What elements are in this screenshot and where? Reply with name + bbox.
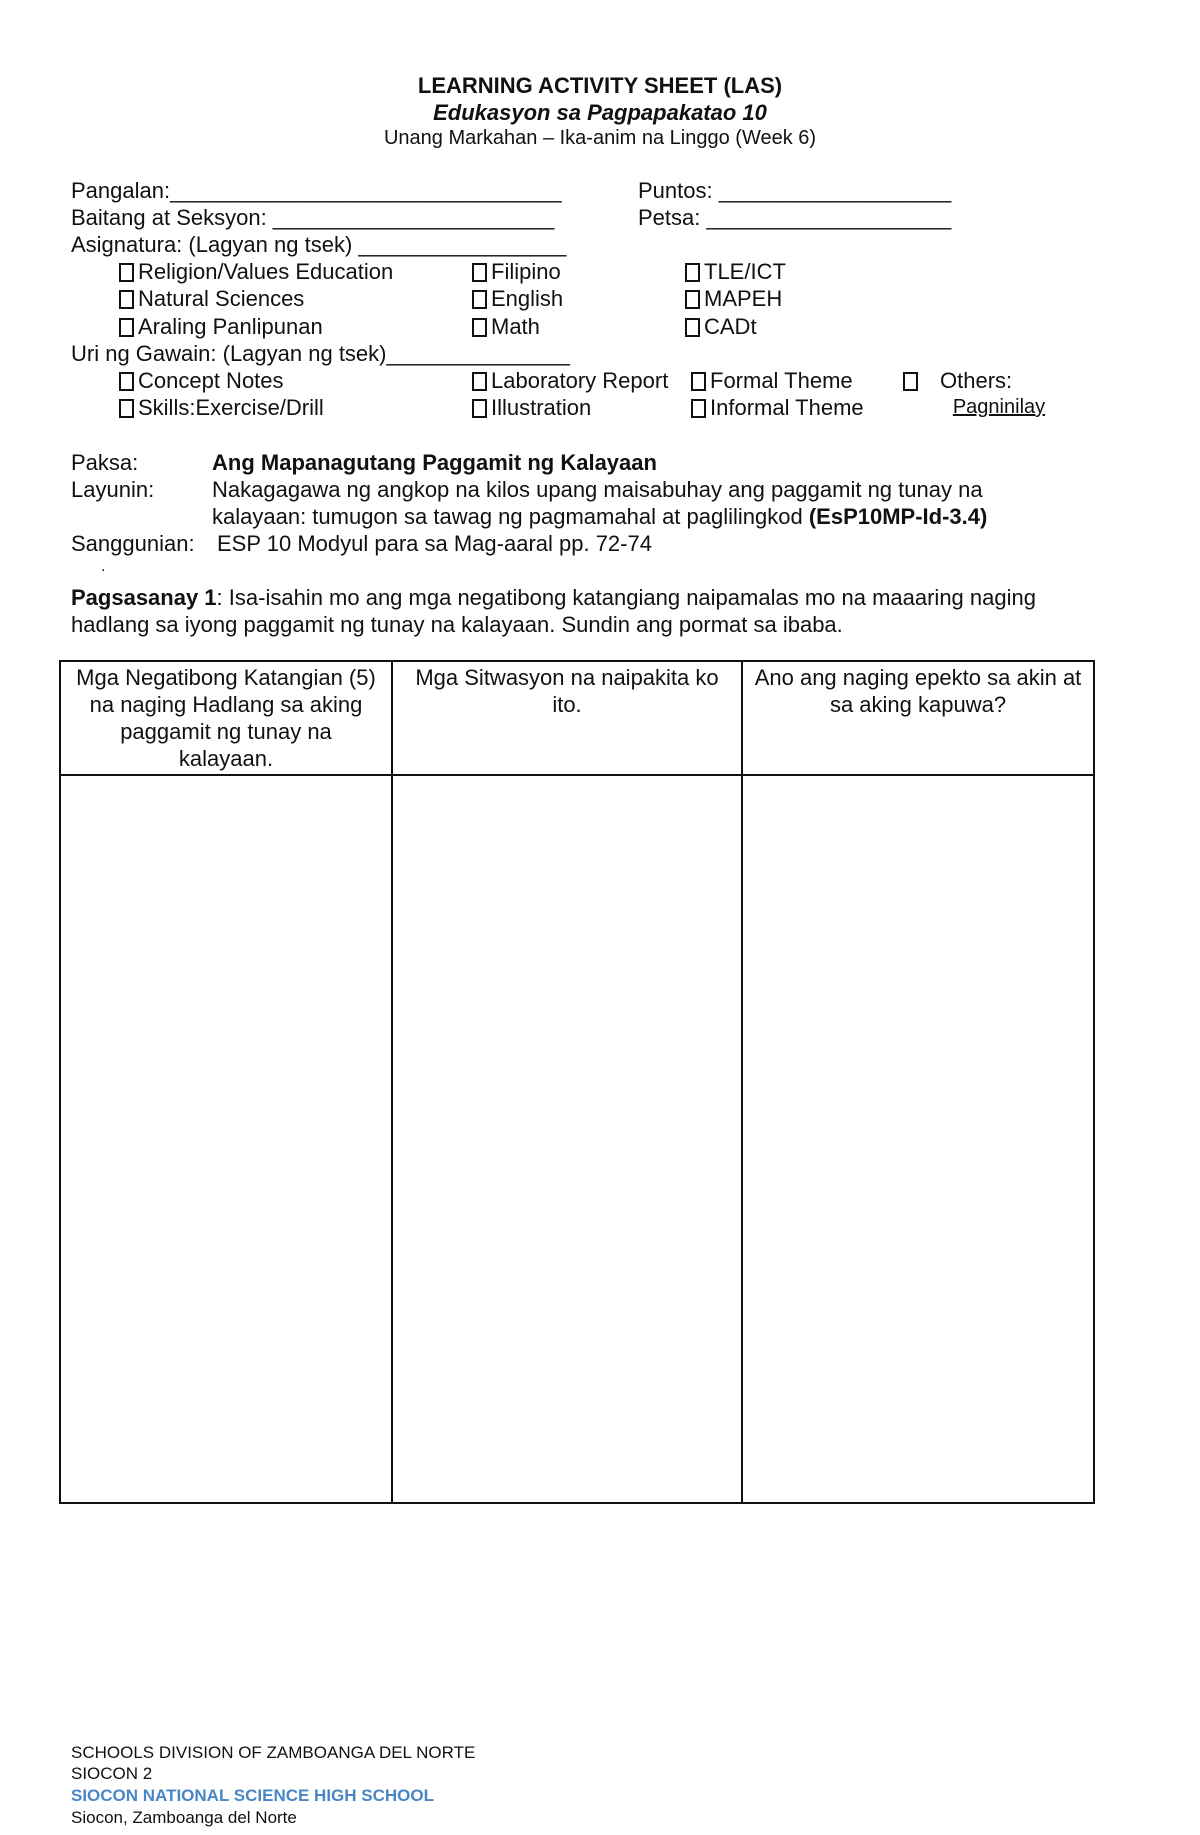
subject-math[interactable]: Math	[472, 314, 540, 340]
type-others[interactable]: Others:	[903, 368, 1012, 394]
checkbox-icon[interactable]	[472, 399, 487, 418]
checkbox-icon[interactable]	[685, 263, 700, 282]
subject-tle-ict[interactable]: TLE/ICT	[685, 259, 786, 285]
checkbox-icon[interactable]	[472, 372, 487, 391]
table-row	[60, 775, 1094, 1503]
others-value: Pagninilay	[952, 396, 1046, 418]
exercise-line-1: Pagsasanay 1: Isa-isahin mo ang mga negatibong katangiang naipamalas mo na maaaring naging	[71, 585, 1036, 610]
puntos-field[interactable]: Puntos: ___________________	[638, 178, 952, 203]
checkbox-icon[interactable]	[119, 263, 134, 282]
checkbox-icon[interactable]	[119, 318, 134, 337]
period-label: Unang Markahan – Ika-anim na Linggo (Week 6)	[383, 127, 817, 149]
uri-field: Uri ng Gawain: (Lagyan ng tsek)_______________	[71, 341, 571, 366]
type-illustration[interactable]: Illustration	[472, 395, 591, 421]
subject-natural-sciences[interactable]: Natural Sciences	[119, 286, 304, 312]
table-header-row	[60, 661, 1094, 775]
paksa-label: Paksa:	[71, 450, 139, 475]
footer-school: SIOCON NATIONAL SCIENCE HIGH SCHOOL	[71, 1786, 435, 1805]
checkbox-icon[interactable]	[119, 290, 134, 309]
checkbox-icon[interactable]	[685, 318, 700, 337]
type-informal-theme[interactable]: Informal Theme	[691, 395, 864, 421]
checkbox-icon[interactable]	[119, 399, 134, 418]
footer-address: Siocon, Zamboanga del Norte	[71, 1808, 297, 1827]
sheet-title: LEARNING ACTIVITY SHEET (LAS)	[417, 73, 783, 98]
layunin-label: Layunin:	[71, 477, 155, 502]
subject-mapeh[interactable]: MAPEH	[685, 286, 782, 312]
checkbox-icon[interactable]	[472, 290, 487, 309]
footer-division: SCHOOLS DIVISION OF ZAMBOANGA DEL NORTE	[71, 1743, 476, 1762]
layunin-line-2: kalayaan: tumugon sa tawag ng pagmamahal at paglilingkod (EsP10MP-Id-3.4)	[212, 504, 988, 529]
layunin-code: (EsP10MP-Id-3.4)	[808, 504, 988, 529]
paksa-value: Ang Mapanagutang Paggamit ng Kalayaan	[212, 450, 657, 475]
subject-filipino[interactable]: Filipino	[472, 259, 561, 285]
header-negative-traits: Mga Negatibong Katangian (5) na naging Hadlang sa aking paggamit ng tunay na kalayaan.	[60, 661, 392, 775]
type-formal-theme[interactable]: Formal Theme	[691, 368, 853, 394]
type-skills[interactable]: Skills:Exercise/Drill	[119, 395, 324, 421]
header-effects: Ano ang naging epekto sa akin at sa aking kapuwa?	[742, 661, 1094, 775]
type-concept-notes[interactable]: Concept Notes	[119, 368, 284, 394]
sanggunian-value: ESP 10 Modyul para sa Mag-aaral pp. 72-74	[217, 531, 652, 556]
answer-cell-traits[interactable]	[60, 775, 392, 1503]
exercise-line-2: hadlang sa iyong paggamit ng tunay na kalayaan. Sundin ang pormat sa ibaba.	[71, 612, 843, 637]
answer-cell-situations[interactable]	[392, 775, 742, 1503]
checkbox-icon[interactable]	[472, 263, 487, 282]
subject-araling-panlipunan[interactable]: Araling Panlipunan	[119, 314, 323, 340]
subject-title: Edukasyon sa Pagpapakatao 10	[433, 100, 767, 125]
type-lab-report[interactable]: Laboratory Report	[472, 368, 668, 394]
pangalan-field[interactable]: Pangalan:________________________________	[71, 178, 562, 203]
sanggunian-label: Sanggunian:	[71, 531, 195, 556]
petsa-field[interactable]: Petsa: ____________________	[638, 205, 952, 230]
checkbox-icon[interactable]	[691, 372, 706, 391]
answer-cell-effects[interactable]	[742, 775, 1094, 1503]
checkbox-icon[interactable]	[903, 372, 918, 391]
footer-district: SIOCON 2	[71, 1764, 153, 1783]
exercise-label: Pagsasanay 1	[71, 585, 217, 610]
subject-cadt[interactable]: CADt	[685, 314, 757, 340]
checkbox-icon[interactable]	[685, 290, 700, 309]
asignatura-field: Asignatura: (Lagyan ng tsek) _________________	[71, 232, 567, 257]
subject-english[interactable]: English	[472, 286, 563, 312]
checkbox-icon[interactable]	[472, 318, 487, 337]
checkbox-icon[interactable]	[119, 372, 134, 391]
answer-table	[59, 660, 1095, 1504]
checkbox-icon[interactable]	[691, 399, 706, 418]
subject-religion[interactable]: Religion/Values Education	[119, 259, 393, 285]
stray-dot: .	[101, 558, 106, 575]
header-situations: Mga Sitwasyon na naipakita ko ito.	[392, 661, 742, 775]
baitang-field[interactable]: Baitang at Seksyon: _______________________	[71, 205, 555, 230]
layunin-line-1: Nakagagawa ng angkop na kilos upang maisabuhay ang paggamit ng tunay na	[212, 477, 983, 502]
